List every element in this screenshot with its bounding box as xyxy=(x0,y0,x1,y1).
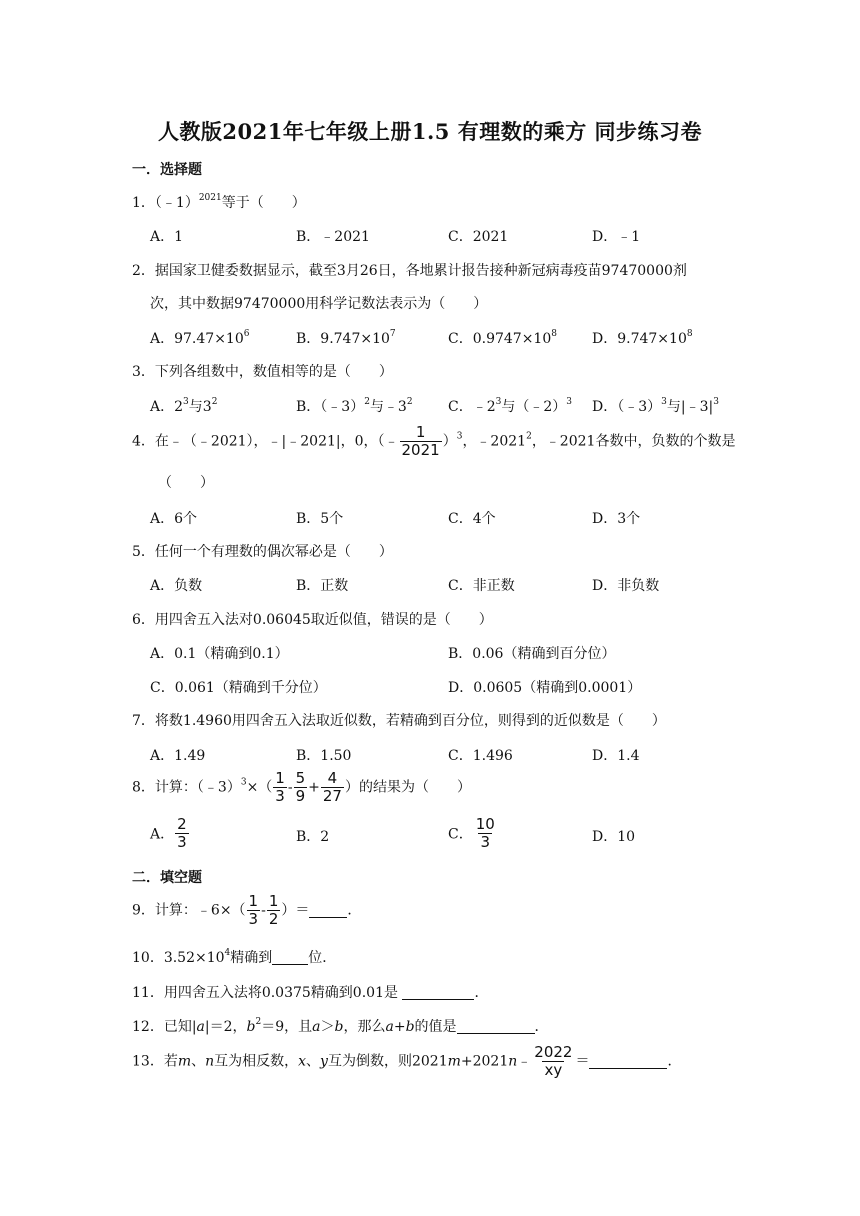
q1-option-d: D．﹣1 xyxy=(592,229,641,245)
q12-answer-blank[interactable] xyxy=(457,1019,535,1034)
question-13: 13．若m、n互为相反数，x、y互为倒数，则2021m+2021n﹣ $\frac{2022}{xy}$ ＝ ． xyxy=(132,1043,682,1079)
question-10: 10．$3.52\times 10^4$精确到 位． xyxy=(132,948,337,966)
q5-option-a: A．负数 xyxy=(150,578,203,594)
q7-option-c: C．1.496 xyxy=(448,748,513,764)
q13-fraction: $\frac{2022}{xy}$ xyxy=(534,1043,573,1079)
question-4-line-2: （ ） xyxy=(158,475,214,491)
question-2-line-2: 次，其中数据97470000用科学记数法表示为（ ） xyxy=(150,296,488,312)
q4-option-b: B．5个 xyxy=(296,511,344,527)
q8-fraction-2: $\frac{5}{9}$ xyxy=(295,769,306,805)
question-3: 3．下列各组数中，数值相等的是（ ） xyxy=(132,364,393,380)
q1-text-end: 等于（ ） xyxy=(221,195,306,211)
q2-option-c: C．$0.9747\times 10^8$ xyxy=(448,329,557,347)
q2-option-a: A．$97.47\times 10^6$ xyxy=(150,329,250,347)
q6-option-b: B．0.06（精确到百分位） xyxy=(448,646,616,662)
q1-option-a: A．1 xyxy=(150,229,184,245)
section-heading-choice: 一．选择题 xyxy=(132,162,202,178)
question-8: 8．计算：（﹣3）$^3$×（ $\frac{1}{3}$ - $\frac{5}{9}$ + $\frac{4}{27}$ ）的结果为（ ） xyxy=(132,769,471,805)
question-6: 6．用四舍五入法对0.06045取近似值，错误的是（ ） xyxy=(132,612,493,628)
q3-option-c: C．$﹣2^3$与（﹣2）$^3$ xyxy=(448,397,573,415)
q3-option-d: D．（﹣3）$^3$与$|﹣3|^3$ xyxy=(592,397,719,415)
q1-option-b: B．﹣2021 xyxy=(296,229,370,245)
question-4-line-1: 4．在﹣（﹣2021），﹣|﹣2021|，0，（﹣ $\frac{1}{2021}$ ）$^3$，﹣2021$^2$，﹣2021各数中，负数的个数是 xyxy=(132,423,736,459)
question-7: 7．将数1.4960用四舍五入法取近似数，若精确到百分位，则得到的近似数是（ ） xyxy=(132,713,666,729)
q6-option-a: A．0.1（精确到0.1） xyxy=(150,646,289,662)
question-11: 11．用四舍五入法将0.0375精确到0.01是 ． xyxy=(132,985,489,1001)
q5-option-b: B．正数 xyxy=(296,578,349,594)
q6-option-d: D．0.0605（精确到0.0001） xyxy=(448,680,642,696)
q8-fraction-1: $\frac{1}{3}$ xyxy=(275,769,285,805)
q13-answer-blank[interactable] xyxy=(589,1054,667,1069)
q8-option-a: A． $\frac{2}{3}$ xyxy=(150,815,187,851)
q8-fraction-3: $\frac{4}{27}$ xyxy=(322,769,342,805)
q10-answer-blank[interactable] xyxy=(272,950,308,965)
q6-option-c: C．0.061（精确到千分位） xyxy=(150,680,327,696)
q4-option-c: C．4个 xyxy=(448,511,496,527)
q7-option-b: B．1.50 xyxy=(296,748,352,764)
q4-option-d: D．3个 xyxy=(592,511,641,527)
q5-option-d: D．非负数 xyxy=(592,578,660,594)
q1-text: 1．（﹣1） xyxy=(132,195,199,211)
q1-exponent: 2021 xyxy=(198,193,222,203)
q7-option-a: A．1.49 xyxy=(150,748,206,764)
q8-option-d: D．10 xyxy=(592,829,636,845)
q3-option-b: B．（﹣3）$^2$与$﹣3^2$ xyxy=(296,397,413,415)
q8-option-b: B．2 xyxy=(296,829,330,845)
q2-option-d: D．$9.747\times 10^8$ xyxy=(592,329,693,347)
question-2-line-1: 2．据国家卫健委数据显示，截至3月26日，各地累计报告接种新冠病毒疫苗97470000剂 xyxy=(132,263,687,279)
question-1 xyxy=(132,192,306,212)
q8-option-c: C． $\frac{10}{3}$ xyxy=(448,815,495,851)
q11-answer-blank[interactable] xyxy=(402,985,474,1000)
q4-option-a: A．6个 xyxy=(150,511,198,527)
q9-answer-blank[interactable] xyxy=(309,903,347,918)
q7-option-d: D．1.4 xyxy=(592,748,640,764)
page-title: 人教版2021年七年级上册1.5 有理数的乘方 同步练习卷 xyxy=(157,119,703,144)
q4-fraction: $\frac{1}{2021}$ xyxy=(401,423,440,459)
q5-option-c: C．非正数 xyxy=(448,578,515,594)
q1-option-c: C．2021 xyxy=(448,229,509,245)
q3-option-a: A．$2^3$与$3^2$ xyxy=(150,397,218,415)
q2-option-b: B．$9.747\times 10^7$ xyxy=(296,329,396,347)
question-12: 12．已知|a|＝2，$b^2=9$，且a＞b，那么a+b的值是 ． xyxy=(132,1017,549,1035)
question-5: 5．任何一个有理数的偶次幂必是（ ） xyxy=(132,544,393,560)
section-heading-fill: 二．填空题 xyxy=(132,870,202,886)
question-9: 9．计算：﹣6×（ $\frac{1}{3}$ - $\frac{1}{2}$ ）＝ ． xyxy=(132,892,362,928)
